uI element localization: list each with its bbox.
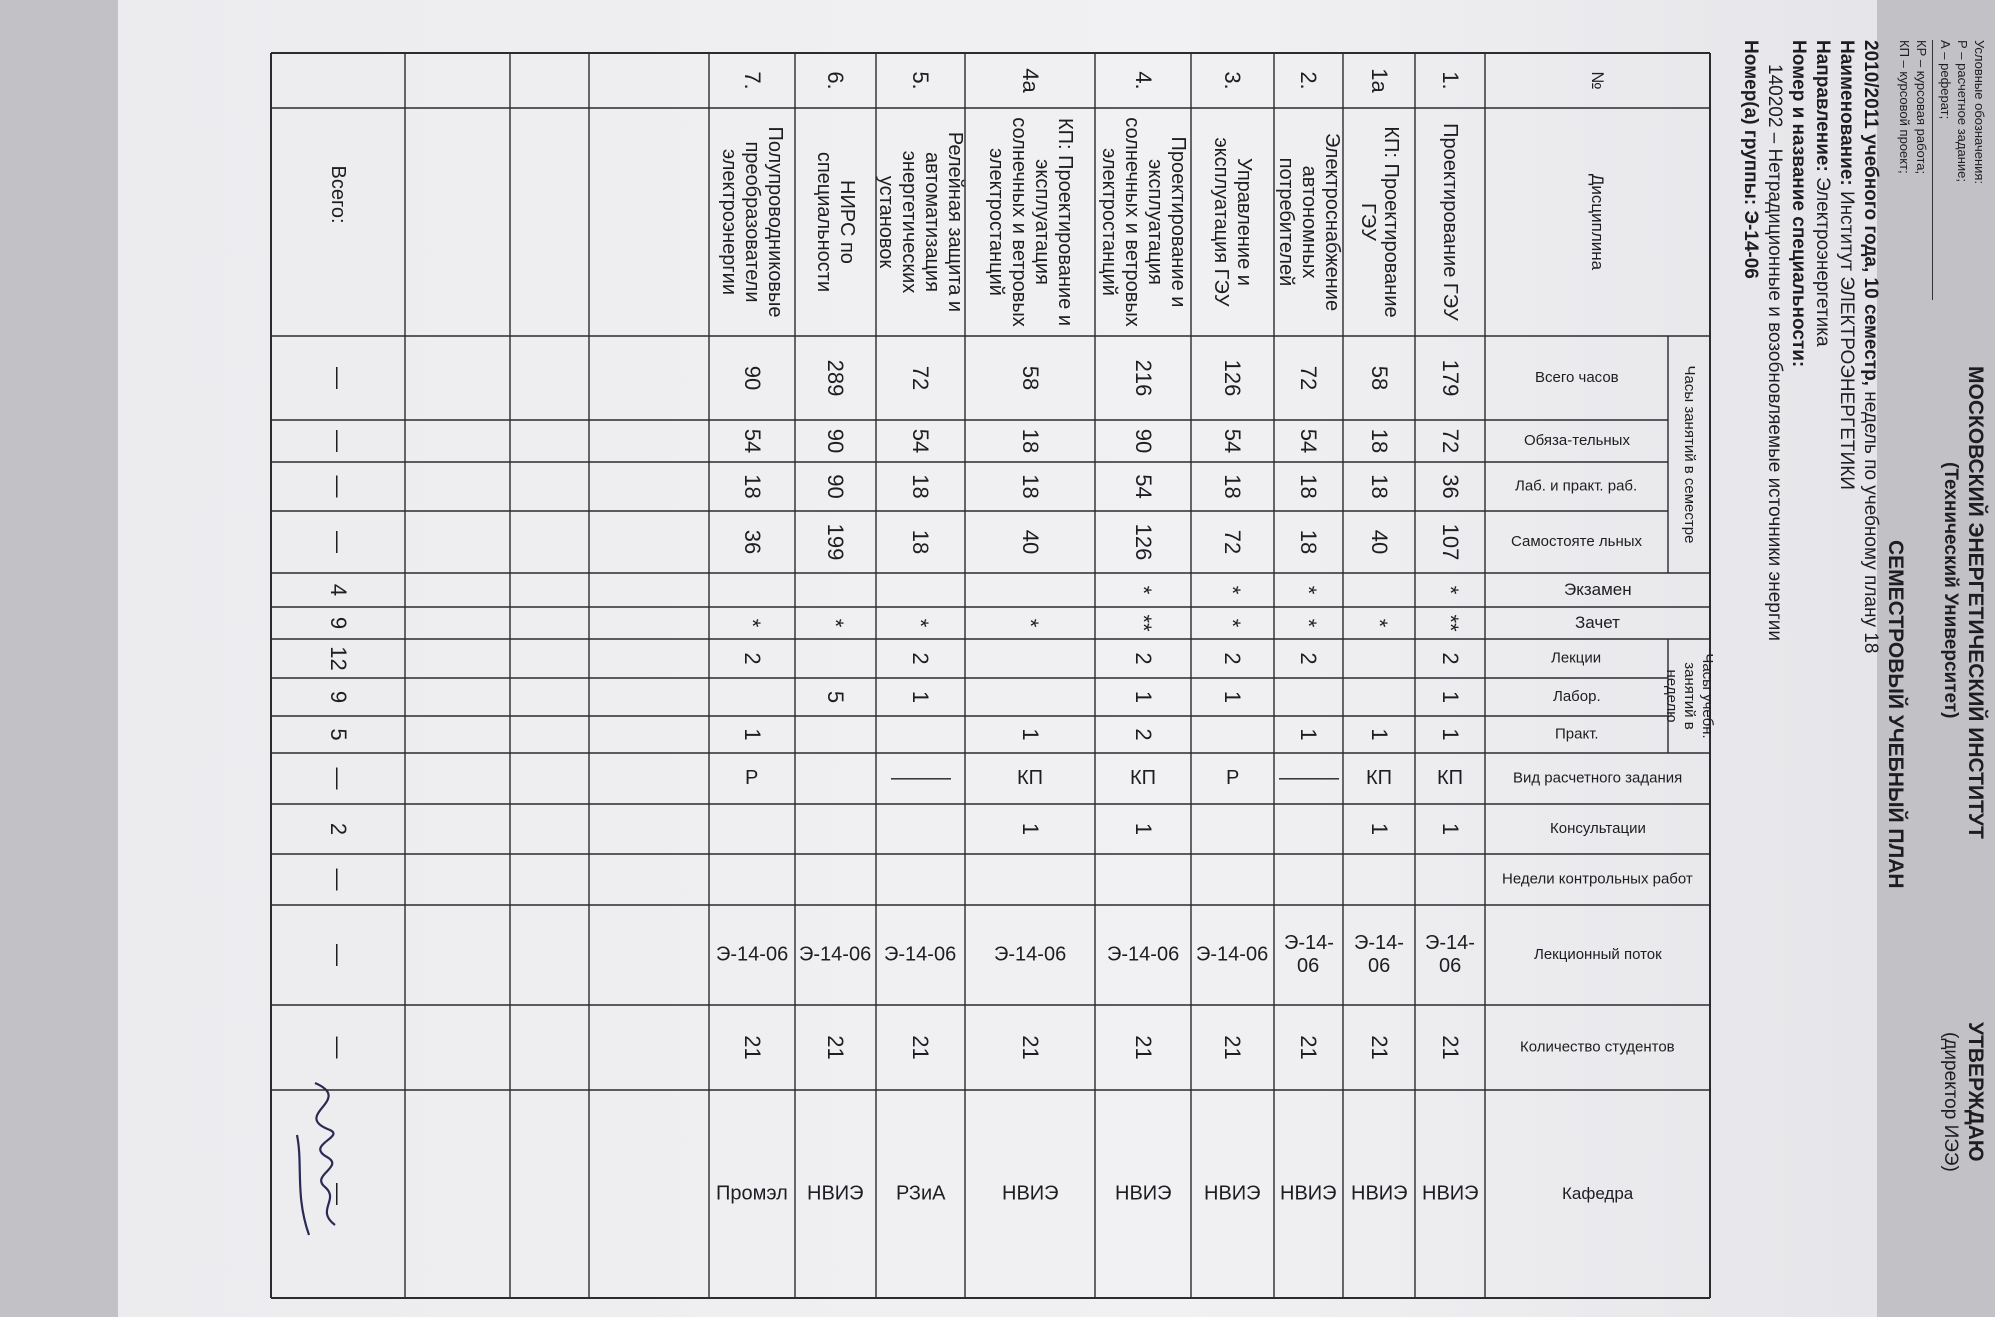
total-cell-oblig: — xyxy=(326,430,351,452)
table-cell-control xyxy=(709,854,795,905)
table-cell-labor xyxy=(965,678,1095,716)
legend-title: Условные обозначения: xyxy=(1972,40,1987,185)
header-exam: Экзамен xyxy=(1563,580,1632,599)
table-cell-pract xyxy=(1191,716,1274,753)
table-cell-disc: КП: Проектирование и эксплуатация солнечных и ветровых электростанций xyxy=(985,117,1076,327)
table-cell-lab: 54 xyxy=(1131,474,1156,499)
table-cell-control xyxy=(795,854,876,905)
table-cell-lab: 36 xyxy=(1438,474,1463,499)
total-cell-exam: 4 xyxy=(326,583,351,597)
table-cell-total: 72 xyxy=(908,365,934,391)
table-cell-calc: КП xyxy=(1436,767,1464,789)
table-cell-total: 216 xyxy=(1131,359,1156,397)
total-cell-total: — xyxy=(326,367,351,389)
table-cell-lect: 2 xyxy=(1220,652,1246,665)
table-cell-lab: 18 xyxy=(740,474,765,499)
table-cell-stream: Э-14-06 xyxy=(884,943,957,966)
table-cell-exam xyxy=(965,573,1095,607)
table-cell-exam xyxy=(795,573,876,607)
table-cell-oblig: 90 xyxy=(1131,428,1156,454)
table-cell-lect: 2 xyxy=(1131,652,1156,665)
table-cell-pract: 2 xyxy=(1131,728,1156,741)
header-department: Кафедра xyxy=(1561,1184,1634,1203)
table-cell-labor: 1 xyxy=(908,690,934,704)
table-cell-lect: 2 xyxy=(1296,652,1322,665)
table-cell-exam: * xyxy=(1438,585,1463,595)
table-cell-stream: Э-14-06 xyxy=(1354,932,1404,977)
table-cell-consult: 1 xyxy=(1018,822,1043,836)
table-cell-pract: 1 xyxy=(1296,728,1322,741)
table-cell-lab: 90 xyxy=(823,474,849,499)
table-cell-consult xyxy=(1274,804,1343,854)
table-cell-calc: Р xyxy=(745,767,759,789)
approve-subtitle: (директор ИЭЭ) xyxy=(1940,1032,1961,1172)
table-cell-labor xyxy=(1274,678,1343,716)
table-cell-self: 40 xyxy=(1367,529,1392,555)
table-cell-consult: 1 xyxy=(1131,822,1156,836)
table-cell-labor xyxy=(709,678,795,716)
table-cell-pract: 1 xyxy=(1438,728,1463,741)
approve-label: УТВЕРЖДАЮ xyxy=(1964,1022,1987,1162)
table-cell-total: 72 xyxy=(1296,365,1322,391)
institute-subtitle: (Технический Университет) xyxy=(1940,462,1961,719)
table-cell-num: 4. xyxy=(1131,71,1156,90)
table-cell-oblig: 54 xyxy=(1220,428,1246,454)
table-cell-lect xyxy=(1343,639,1415,678)
header-lecture-stream: Лекционный поток xyxy=(1533,946,1662,963)
header-num: № xyxy=(1588,71,1608,90)
table-cell-total: 126 xyxy=(1220,359,1246,397)
header-credit: Зачет xyxy=(1575,613,1620,632)
table-cell-credit: * xyxy=(740,618,765,628)
total-cell-lect: 12 xyxy=(326,646,351,671)
table-cell-self: 126 xyxy=(1131,523,1156,561)
table-cell-self: 18 xyxy=(908,529,934,555)
table-cell-stream: Э-14-06 xyxy=(993,943,1067,966)
plan-table xyxy=(271,53,1716,1298)
table-cell-students: 21 xyxy=(1131,1035,1156,1060)
table-cell-labor: 1 xyxy=(1220,690,1246,704)
table-cell-total: 289 xyxy=(823,359,849,397)
group-value: Э-14-06 xyxy=(1740,210,1761,279)
table-cell-consult xyxy=(795,804,876,854)
total-cell-calc: — xyxy=(326,767,351,790)
legend-item: КП – курсовой проект; xyxy=(1897,40,1912,174)
table-cell-self: 107 xyxy=(1438,523,1463,561)
table-cell-total: 58 xyxy=(1367,365,1392,391)
table-cell-oblig: 54 xyxy=(1296,428,1322,454)
table-cell-stream: Э-14-06 xyxy=(1283,932,1334,977)
header-total-hours: Всего часов xyxy=(1534,369,1619,386)
header-obligatory: Обяза-тельных xyxy=(1523,432,1630,449)
table-cell-disc: Проектирование ГЭУ xyxy=(1439,123,1462,321)
table-cell-oblig: 54 xyxy=(740,428,765,454)
table-cell-dept: Промэл xyxy=(716,1182,788,1205)
table-cell-control xyxy=(965,854,1095,905)
table-cell-pract: 1 xyxy=(1367,728,1392,741)
total-row-label: Всего: xyxy=(327,165,350,224)
header-lectures: Лекции xyxy=(1551,649,1602,667)
legend-item: Р – расчетное задание; xyxy=(1955,40,1970,183)
table-cell-total: 90 xyxy=(740,365,765,391)
table-cell-students: 21 xyxy=(823,1035,849,1060)
header-self-study: Самостояте льных xyxy=(1510,533,1642,550)
table-cell-calc: ——— xyxy=(890,767,951,789)
table-cell-num: 6. xyxy=(823,71,849,90)
table-cell-exam xyxy=(709,573,795,607)
table-cell-lect xyxy=(795,639,876,678)
total-cell-consult: 2 xyxy=(326,822,351,836)
table-cell-num: 5. xyxy=(908,71,934,90)
table-cell-control xyxy=(1191,854,1274,905)
table-cell-dept: НВИЭ xyxy=(1421,1182,1479,1205)
total-cell-self: — xyxy=(326,531,351,553)
total-cell-credit: 9 xyxy=(326,616,351,630)
table-cell-oblig: 18 xyxy=(1367,428,1392,454)
header-consultations: Консультации xyxy=(1549,820,1646,837)
table-cell-oblig: 90 xyxy=(823,428,849,454)
table-cell-stream: Э-14-06 xyxy=(1106,943,1180,966)
table-cell-lect: 2 xyxy=(1438,652,1463,665)
table-cell-labor: 1 xyxy=(1438,690,1463,704)
name-value: Институт ЭЛЕКТРОЭНЕРГЕТИКИ xyxy=(1836,191,1857,490)
table-cell-exam xyxy=(1343,573,1415,607)
table-cell-total: 58 xyxy=(1018,365,1043,391)
table-cell-students: 21 xyxy=(908,1035,934,1060)
group-label: Номер(а) группы: xyxy=(1740,40,1761,206)
table-cell-labor xyxy=(1343,678,1415,716)
name-label: Наименование: xyxy=(1836,40,1857,186)
header-calc-task: Вид расчетного задания xyxy=(1512,769,1683,787)
table-cell-credit: * xyxy=(1367,618,1392,628)
table-cell-disc: Управление и эксплуатация ГЭУ xyxy=(1210,137,1256,307)
table-cell-stream: Э-14-06 xyxy=(1196,943,1269,966)
table-cell-calc: КП xyxy=(1365,767,1393,789)
table-cell-students: 21 xyxy=(1220,1035,1246,1060)
header-lab-practice: Лаб. и практ. раб. xyxy=(1515,477,1638,495)
table-cell-lab: 18 xyxy=(1367,474,1392,499)
header-students: Количество студентов xyxy=(1520,1038,1675,1056)
table-cell-students: 21 xyxy=(1438,1035,1463,1060)
speciality-label: Номер и название специальности: xyxy=(1788,40,1809,368)
table-cell-num: 1а xyxy=(1367,68,1392,93)
table-cell-num: 3. xyxy=(1220,71,1246,90)
total-cell-control: — xyxy=(326,868,351,891)
table-cell-calc: ——— xyxy=(1278,767,1339,789)
table-cell-lect: 2 xyxy=(908,652,934,665)
table-cell-pract xyxy=(876,716,965,753)
header-semester-hours: Часы занятий в семестре xyxy=(1681,365,1698,544)
table-cell-students: 21 xyxy=(1367,1035,1392,1060)
table-cell-total: 179 xyxy=(1438,359,1463,397)
table-cell-disc: Проектирование и эксплуатация солнечных и ветровых электростанций xyxy=(1098,117,1189,327)
institute-name: МОСКОВСКИЙ ЭНЕРГЕТИЧЕСКИЙ ИНСТИТУТ xyxy=(1964,366,1987,839)
table-cell-calc: КП xyxy=(1129,767,1157,789)
table-cell-lect xyxy=(965,639,1095,678)
table-cell-lect: 2 xyxy=(740,652,765,665)
legend-item: А – реферат; xyxy=(1938,40,1953,120)
table-cell-pract: 1 xyxy=(1018,728,1043,741)
table-cell-credit: ** xyxy=(1438,614,1463,632)
table-cell-dept: РЗиА xyxy=(895,1182,946,1205)
total-cell-labor: 9 xyxy=(326,690,351,704)
total-cell-students: — xyxy=(326,1036,351,1059)
table-cell-stream: Э-14-06 xyxy=(1425,932,1475,977)
direction-value: Электроэнергетика xyxy=(1812,177,1833,347)
table-cell-num: 1. xyxy=(1438,71,1463,90)
table-cell-students: 21 xyxy=(1296,1035,1322,1060)
table-cell-exam: * xyxy=(1220,585,1246,595)
table-cell-control xyxy=(1274,854,1343,905)
table-cell-dept: НВИЭ xyxy=(1280,1182,1337,1205)
table-cell-credit: * xyxy=(1220,618,1246,628)
table-cell-dept: НВИЭ xyxy=(1001,1182,1059,1205)
table-cell-calc: Р xyxy=(1225,767,1240,789)
table-cell-disc: Полупроводниковые преобразователи электроэнергии xyxy=(718,126,787,318)
table-cell-dept: НВИЭ xyxy=(807,1182,864,1205)
table-cell-students: 21 xyxy=(1018,1035,1043,1060)
table-cell-dept: НВИЭ xyxy=(1204,1182,1261,1205)
table-cell-self: 40 xyxy=(1018,529,1043,555)
header-weekly-hours: Часы учебн. занятий в неделю xyxy=(1663,653,1716,739)
table-cell-consult: 1 xyxy=(1438,822,1463,836)
table-cell-stream: Э-14-06 xyxy=(799,943,872,966)
table-cell-consult xyxy=(1191,804,1274,854)
table-cell-dept: НВИЭ xyxy=(1350,1182,1408,1205)
table-cell-num: 7. xyxy=(740,71,765,90)
table-cell-lab: 18 xyxy=(1220,474,1246,499)
table-cell-credit: * xyxy=(1018,618,1043,628)
table-cell-calc xyxy=(795,753,876,804)
table-cell-num: 4а xyxy=(1018,68,1043,93)
plan-weeks: недель по учебному плану 18 xyxy=(1860,391,1881,654)
table-cell-self: 36 xyxy=(740,529,765,555)
speciality-value: 140202 – Нетрадиционные и возобновляемые источники энергии xyxy=(1764,64,1785,642)
table-cell-num: 2. xyxy=(1296,71,1322,90)
table-cell-oblig: 72 xyxy=(1438,428,1463,454)
table-cell-self: 199 xyxy=(823,523,849,561)
table-cell-dept: НВИЭ xyxy=(1114,1182,1172,1205)
table-cell-control xyxy=(1415,854,1485,905)
table-cell-control xyxy=(1343,854,1415,905)
table-cell-students: 21 xyxy=(740,1035,765,1060)
header-discipline: Дисциплина xyxy=(1588,173,1608,271)
table-cell-stream: Э-14-06 xyxy=(715,943,789,966)
table-cell-exam xyxy=(876,573,965,607)
table-cell-credit: * xyxy=(908,618,934,628)
total-cell-stream: — xyxy=(326,944,351,966)
paper-sheet xyxy=(118,0,1987,1317)
table-cell-lab: 18 xyxy=(1296,474,1322,499)
table-cell-disc: Электроснабжение автономных потребителей xyxy=(1275,132,1343,312)
table-cell-self: 72 xyxy=(1220,529,1246,555)
header-practice: Практ. xyxy=(1554,725,1599,743)
table-cell-credit: * xyxy=(823,618,849,628)
table-cell-pract: 1 xyxy=(740,728,765,741)
table-cell-disc: НИРС по специальности xyxy=(813,151,859,293)
table-cell-calc: КП xyxy=(1016,767,1044,789)
total-cell-lab: — xyxy=(326,475,351,498)
table-cell-oblig: 18 xyxy=(1018,428,1043,454)
header-labs: Лабор. xyxy=(1552,688,1601,705)
table-cell-disc: Релейная защита и автоматизация энергетических установок xyxy=(875,131,967,313)
table-cell-disc: КП: Проектирование ГЭУ xyxy=(1357,126,1402,318)
table-cell-lab: 18 xyxy=(908,474,934,499)
table-cell-control xyxy=(1095,854,1191,905)
table-cell-self: 18 xyxy=(1296,529,1322,555)
total-cell-pract: 5 xyxy=(326,728,351,741)
legend-divider xyxy=(1932,40,1933,300)
table-cell-labor: 5 xyxy=(823,690,849,704)
total-cell-dept: — xyxy=(326,1183,351,1205)
table-cell-consult: 1 xyxy=(1367,822,1392,836)
table-cell-lab: 18 xyxy=(1018,474,1043,499)
table-cell-pract xyxy=(795,716,876,753)
header-control-weeks: Недели контрольных работ xyxy=(1502,870,1693,888)
rotated-document xyxy=(118,0,1995,1317)
table-cell-oblig: 54 xyxy=(908,428,934,454)
table-cell-consult xyxy=(876,804,965,854)
direction-label: Направление: xyxy=(1812,40,1833,172)
table-cell-exam: * xyxy=(1131,585,1156,595)
table-cell-credit: * xyxy=(1296,618,1322,628)
table-cell-control xyxy=(876,854,965,905)
table-cell-credit: ** xyxy=(1131,614,1156,632)
plan-year: 2010/2011 учебного года, 10 семестр, xyxy=(1860,40,1881,386)
legend-item: КР – курсовая работа; xyxy=(1914,40,1929,175)
plan-title: СЕМЕСТРОВЫЙ УЧЕБНЫЙ ПЛАН xyxy=(1884,540,1907,889)
table-cell-exam: * xyxy=(1296,585,1322,595)
table-cell-labor: 1 xyxy=(1131,690,1156,704)
table-cell-consult xyxy=(709,804,795,854)
